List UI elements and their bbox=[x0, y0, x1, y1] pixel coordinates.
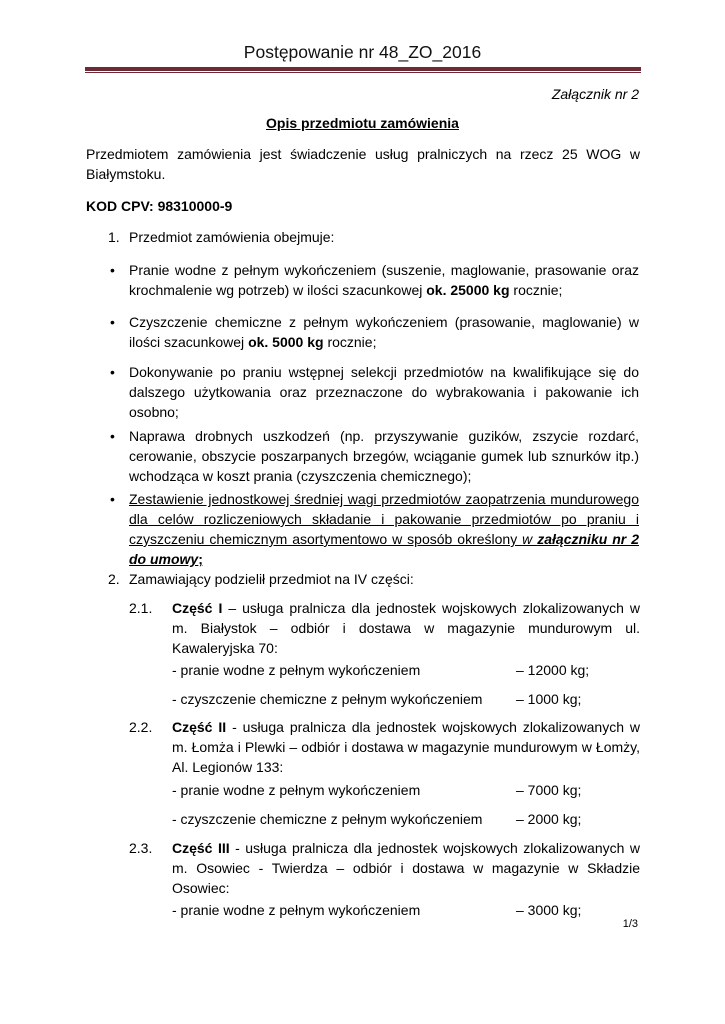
part-1-item-1-qty: – 12000 kg; bbox=[516, 662, 590, 678]
part-2-description: Część II - usługa pralnicza dla jednostek wojskowych zlokalizowanych w m. Łomża i Plewki – odbiór i dostawa w magazynie mundurowym w Łomży, Al. Legionów 133: bbox=[172, 719, 640, 775]
part-3-item-1-name: - pranie wodne z pełnym wykończeniem bbox=[172, 902, 421, 918]
part-3-description: Część III - usługa pralnicza dla jednostek wojskowych zlokalizowanych w m. Osowiec - Twierdza – odbiór i dostawa w magazynie w Składzie Osowiec: bbox=[172, 840, 640, 896]
bullet-item-5: Zestawienie jednostkowej średniej wagi przedmiotów zaopatrzenia mundurowego dla celów rozliczeniowych składanie i pakowanie przedmiotów po praniu i czyszczeniu chemicznym asortymentowo w sposób określony w załączniku nr 2 do umowy; bbox=[129, 491, 639, 567]
part-2-item-1-name: - pranie wodne z pełnym wykończeniem bbox=[172, 782, 421, 798]
bullet-icon: • bbox=[110, 428, 115, 444]
part-2-item-1-qty: – 7000 kg; bbox=[516, 782, 582, 798]
bullet-item-1: Pranie wodne z pełnym wykończeniem (suszenie, maglowanie, prasowanie oraz krochmalenie wg potrzeb) w ilości szacunkowej ok. 25000 kg rocznie; bbox=[129, 262, 639, 298]
part-1-item-1-name: - pranie wodne z pełnym wykończeniem bbox=[172, 662, 421, 678]
cpv-code: KOD CPV: 98310000-9 bbox=[86, 198, 233, 214]
section-2-text: Zamawiający podzielił przedmiot na IV części: bbox=[129, 571, 414, 587]
bullet-icon: • bbox=[110, 364, 115, 380]
bullet-icon: • bbox=[110, 491, 115, 507]
section-1-number: 1. bbox=[108, 229, 120, 245]
page-number: 1/3 bbox=[622, 918, 638, 930]
part-3-number: 2.3. bbox=[129, 840, 153, 856]
part-2-item-2-name: - czyszczenie chemiczne z pełnym wykończeniem bbox=[172, 811, 483, 827]
bullet-item-3: Dokonywanie po praniu wstępnej selekcji przedmiotów na kwalifikujące się do dalszego użytkowania oraz przeznaczone do wybrakowania i pakowanie ich osobno; bbox=[129, 364, 639, 420]
bullet-item-2: Czyszczenie chemiczne z pełnym wykończeniem (prasowanie, maglowanie) w ilości szacunkowej ok. 5000 kg rocznie; bbox=[129, 314, 639, 350]
part-1-number: 2.1. bbox=[129, 600, 153, 616]
bullet-icon: • bbox=[110, 314, 115, 330]
bullet-item-4: Naprawa drobnych uszkodzeń (np. przyszywanie guzików, zszycie rozdarć, cerowanie, obszycie poszarpanych brzegów, wciąganie gumek lub sznurków itp.) wchodząca w koszt prania (czyszczenia chemicznego); bbox=[129, 428, 639, 484]
part-1-item-2-qty: – 1000 kg; bbox=[516, 691, 582, 707]
page-header-title: Postępowanie nr 48_ZO_2016 bbox=[243, 42, 482, 62]
attachment-label: Załącznik nr 2 bbox=[551, 86, 639, 102]
intro-paragraph: Przedmiotem zamówienia jest świadczenie usług pralniczych na rzecz 25 WOG w Białymstoku. bbox=[86, 146, 640, 182]
part-2-number: 2.2. bbox=[129, 719, 153, 735]
part-1-item-2-name: - czyszczenie chemiczne z pełnym wykończeniem bbox=[172, 691, 483, 707]
part-2-item-2-qty: – 2000 kg; bbox=[516, 811, 582, 827]
header-rule-thin bbox=[85, 72, 641, 73]
bullet-icon: • bbox=[110, 262, 115, 278]
section-1-text: Przedmiot zamówienia obejmuje: bbox=[129, 229, 335, 245]
part-3-item-1-qty: – 3000 kg; bbox=[516, 902, 582, 918]
part-1-description: Część I – usługa pralnicza dla jednostek wojskowych zlokalizowanych w m. Białystok – odbiór i dostawa w magazynie mundurowym ul. Kawaleryjska 70: bbox=[172, 600, 640, 656]
document-title: Opis przedmiotu zamówienia bbox=[266, 115, 459, 131]
header-rule-thick bbox=[85, 67, 641, 71]
section-2-number: 2. bbox=[108, 571, 120, 587]
